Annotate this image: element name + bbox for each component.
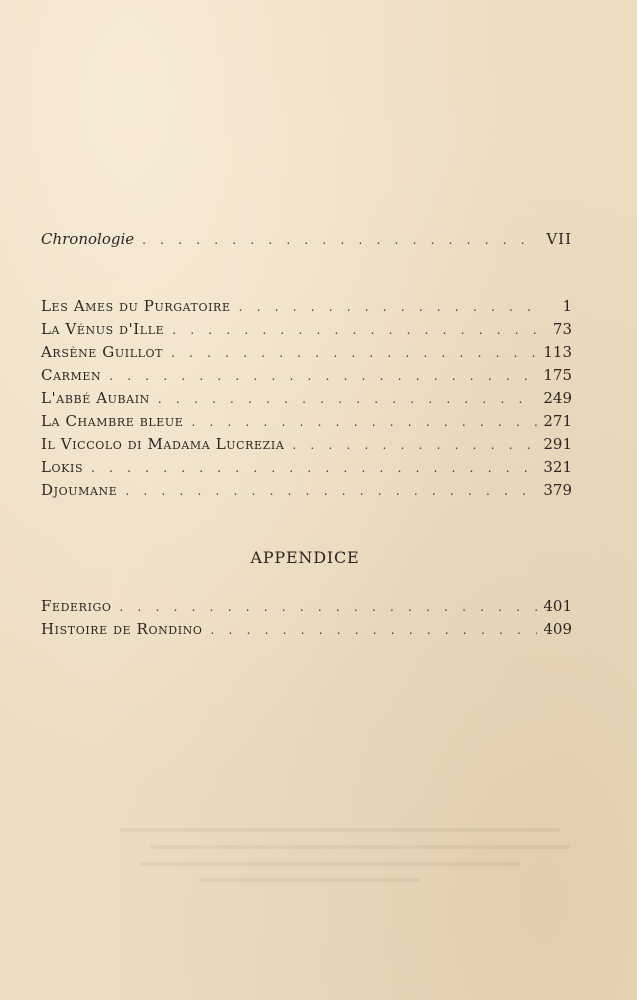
- toc-entry-title: L'abbé Aubain: [41, 389, 150, 407]
- toc-entry-page: 271: [543, 412, 572, 430]
- toc-entry-title: La Vénus d'Ille: [41, 320, 165, 338]
- toc-entry-page: 175: [543, 366, 572, 384]
- dot-leader: [191, 411, 537, 433]
- dot-leader: [142, 229, 540, 251]
- toc-entry-page: 249: [543, 389, 572, 407]
- toc-entry: [41, 410, 572, 432]
- toc-entry: [41, 364, 572, 386]
- toc-entry-title: Il Viccolo di Madama Lucrezia: [41, 435, 285, 453]
- dot-leader: [120, 596, 538, 618]
- show-through-mark: [150, 845, 570, 849]
- toc-entry: [41, 456, 572, 478]
- toc-entry-title: Les Ames du Purgatoire: [41, 297, 231, 315]
- toc-entry-page: 1: [562, 297, 572, 315]
- toc-entry-chronology: [41, 228, 572, 250]
- toc-entry-page: 379: [543, 481, 572, 499]
- toc-entry-title: Lokis: [41, 458, 84, 476]
- show-through-mark: [120, 828, 560, 832]
- toc-entry: [41, 479, 572, 501]
- toc-entry-page: 291: [543, 435, 572, 453]
- dot-leader: [158, 388, 537, 410]
- show-through-mark: [140, 862, 520, 866]
- toc-entry: [41, 433, 572, 455]
- dot-leader: [211, 619, 538, 641]
- toc-entry-title: Arsène Guillot: [41, 343, 164, 361]
- dot-leader: [239, 296, 544, 318]
- toc-entry: [41, 595, 572, 617]
- toc-entry-title: Histoire de Rondino: [41, 620, 203, 638]
- toc-entry-title: Carmen: [41, 366, 102, 384]
- appendix-heading: APPENDICE: [250, 548, 360, 567]
- toc-entry-title: La Chambre bleue: [41, 412, 184, 430]
- dot-leader: [109, 365, 537, 387]
- toc-entry: [41, 341, 572, 363]
- show-through-mark: [200, 878, 420, 882]
- toc-entry: [41, 618, 572, 640]
- dot-leader: [91, 457, 537, 479]
- dot-leader: [292, 434, 537, 456]
- toc-entry-page: 321: [543, 458, 572, 476]
- toc-entry: [41, 295, 572, 317]
- toc-entry-title: Chronologie: [41, 230, 135, 248]
- dot-leader: [171, 342, 537, 364]
- toc-entry-page: 409: [543, 620, 572, 638]
- toc-entry-page: VII: [546, 230, 572, 248]
- toc-entry-title: Federigo: [41, 597, 112, 615]
- toc-entry-page: 401: [543, 597, 572, 615]
- toc-entry-page: 113: [543, 343, 572, 361]
- toc-entry-page: 73: [552, 320, 572, 338]
- toc-entry: [41, 387, 572, 409]
- dot-leader: [172, 319, 544, 341]
- toc-entry: [41, 318, 572, 340]
- toc-entry-title: Djoumane: [41, 481, 118, 499]
- dot-leader: [125, 480, 537, 502]
